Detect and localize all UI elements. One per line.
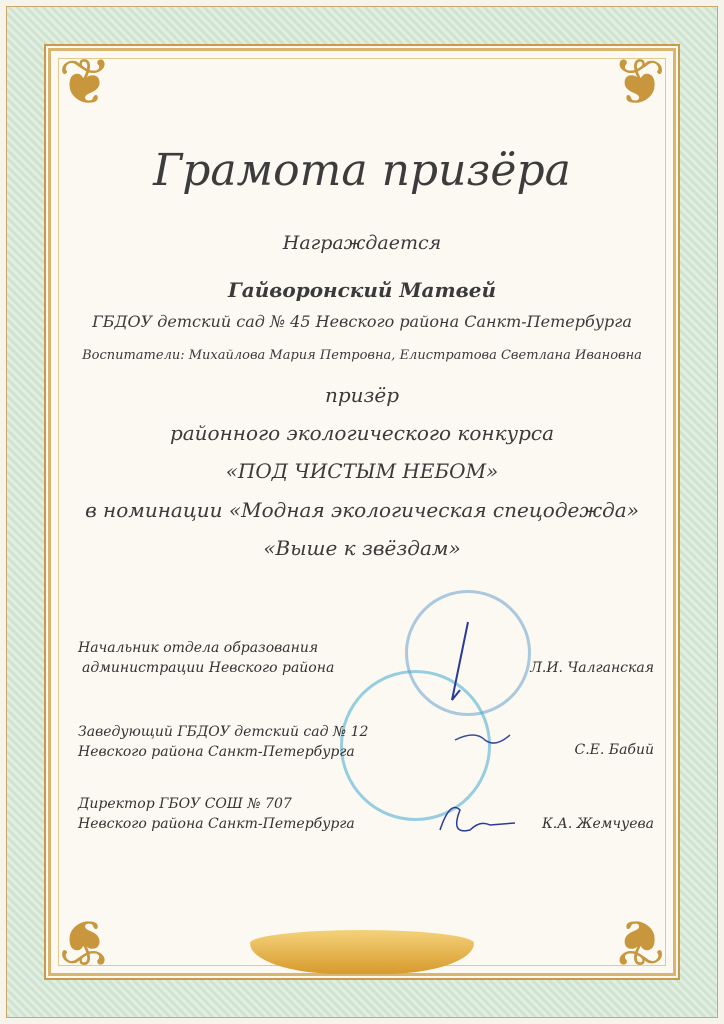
position-line: Заведующий ГБДОУ детский сад № 12 xyxy=(78,724,369,740)
certificate-title: Грамота призёра xyxy=(153,145,571,196)
position-line: администрации Невского района xyxy=(82,660,335,676)
educators: Воспитатели: Михайлова Мария Петровна, Елистратова Светлана Ивановна xyxy=(82,348,642,363)
signatory-name: С.Е. Бабий xyxy=(574,742,654,758)
signatory-name: Л.И. Чалганская xyxy=(530,660,654,676)
contest-name: «ПОД ЧИСТЫМ НЕБОМ» xyxy=(225,459,499,483)
corner-ornament-icon: ❦ xyxy=(612,904,666,978)
position-line: Невского района Санкт-Петербурга xyxy=(78,744,355,760)
corner-ornament-icon: ❦ xyxy=(612,46,666,120)
position-line: Невского района Санкт-Петербурга xyxy=(78,816,355,832)
signatory-name: К.А. Жемчуева xyxy=(541,816,654,832)
recipient-name: Гайворонский Матвей xyxy=(227,278,497,302)
status: призёр xyxy=(324,383,400,407)
corner-ornament-icon: ❦ xyxy=(58,904,112,978)
nomination: в номинации «Модная экологическая спецодежда» xyxy=(85,498,639,522)
position-line: Директор ГБОУ СОШ № 707 xyxy=(78,796,292,812)
contest: районного экологического конкурса xyxy=(169,421,555,445)
organization: ГБДОУ детский сад № 45 Невского района Санкт-Петербурга xyxy=(92,312,632,331)
position-line: Начальник отдела образования xyxy=(78,640,319,656)
corner-ornament-icon: ❦ xyxy=(58,46,112,120)
awarded-label: Награждается xyxy=(282,232,442,254)
work-title: «Выше к звёздам» xyxy=(263,536,461,560)
